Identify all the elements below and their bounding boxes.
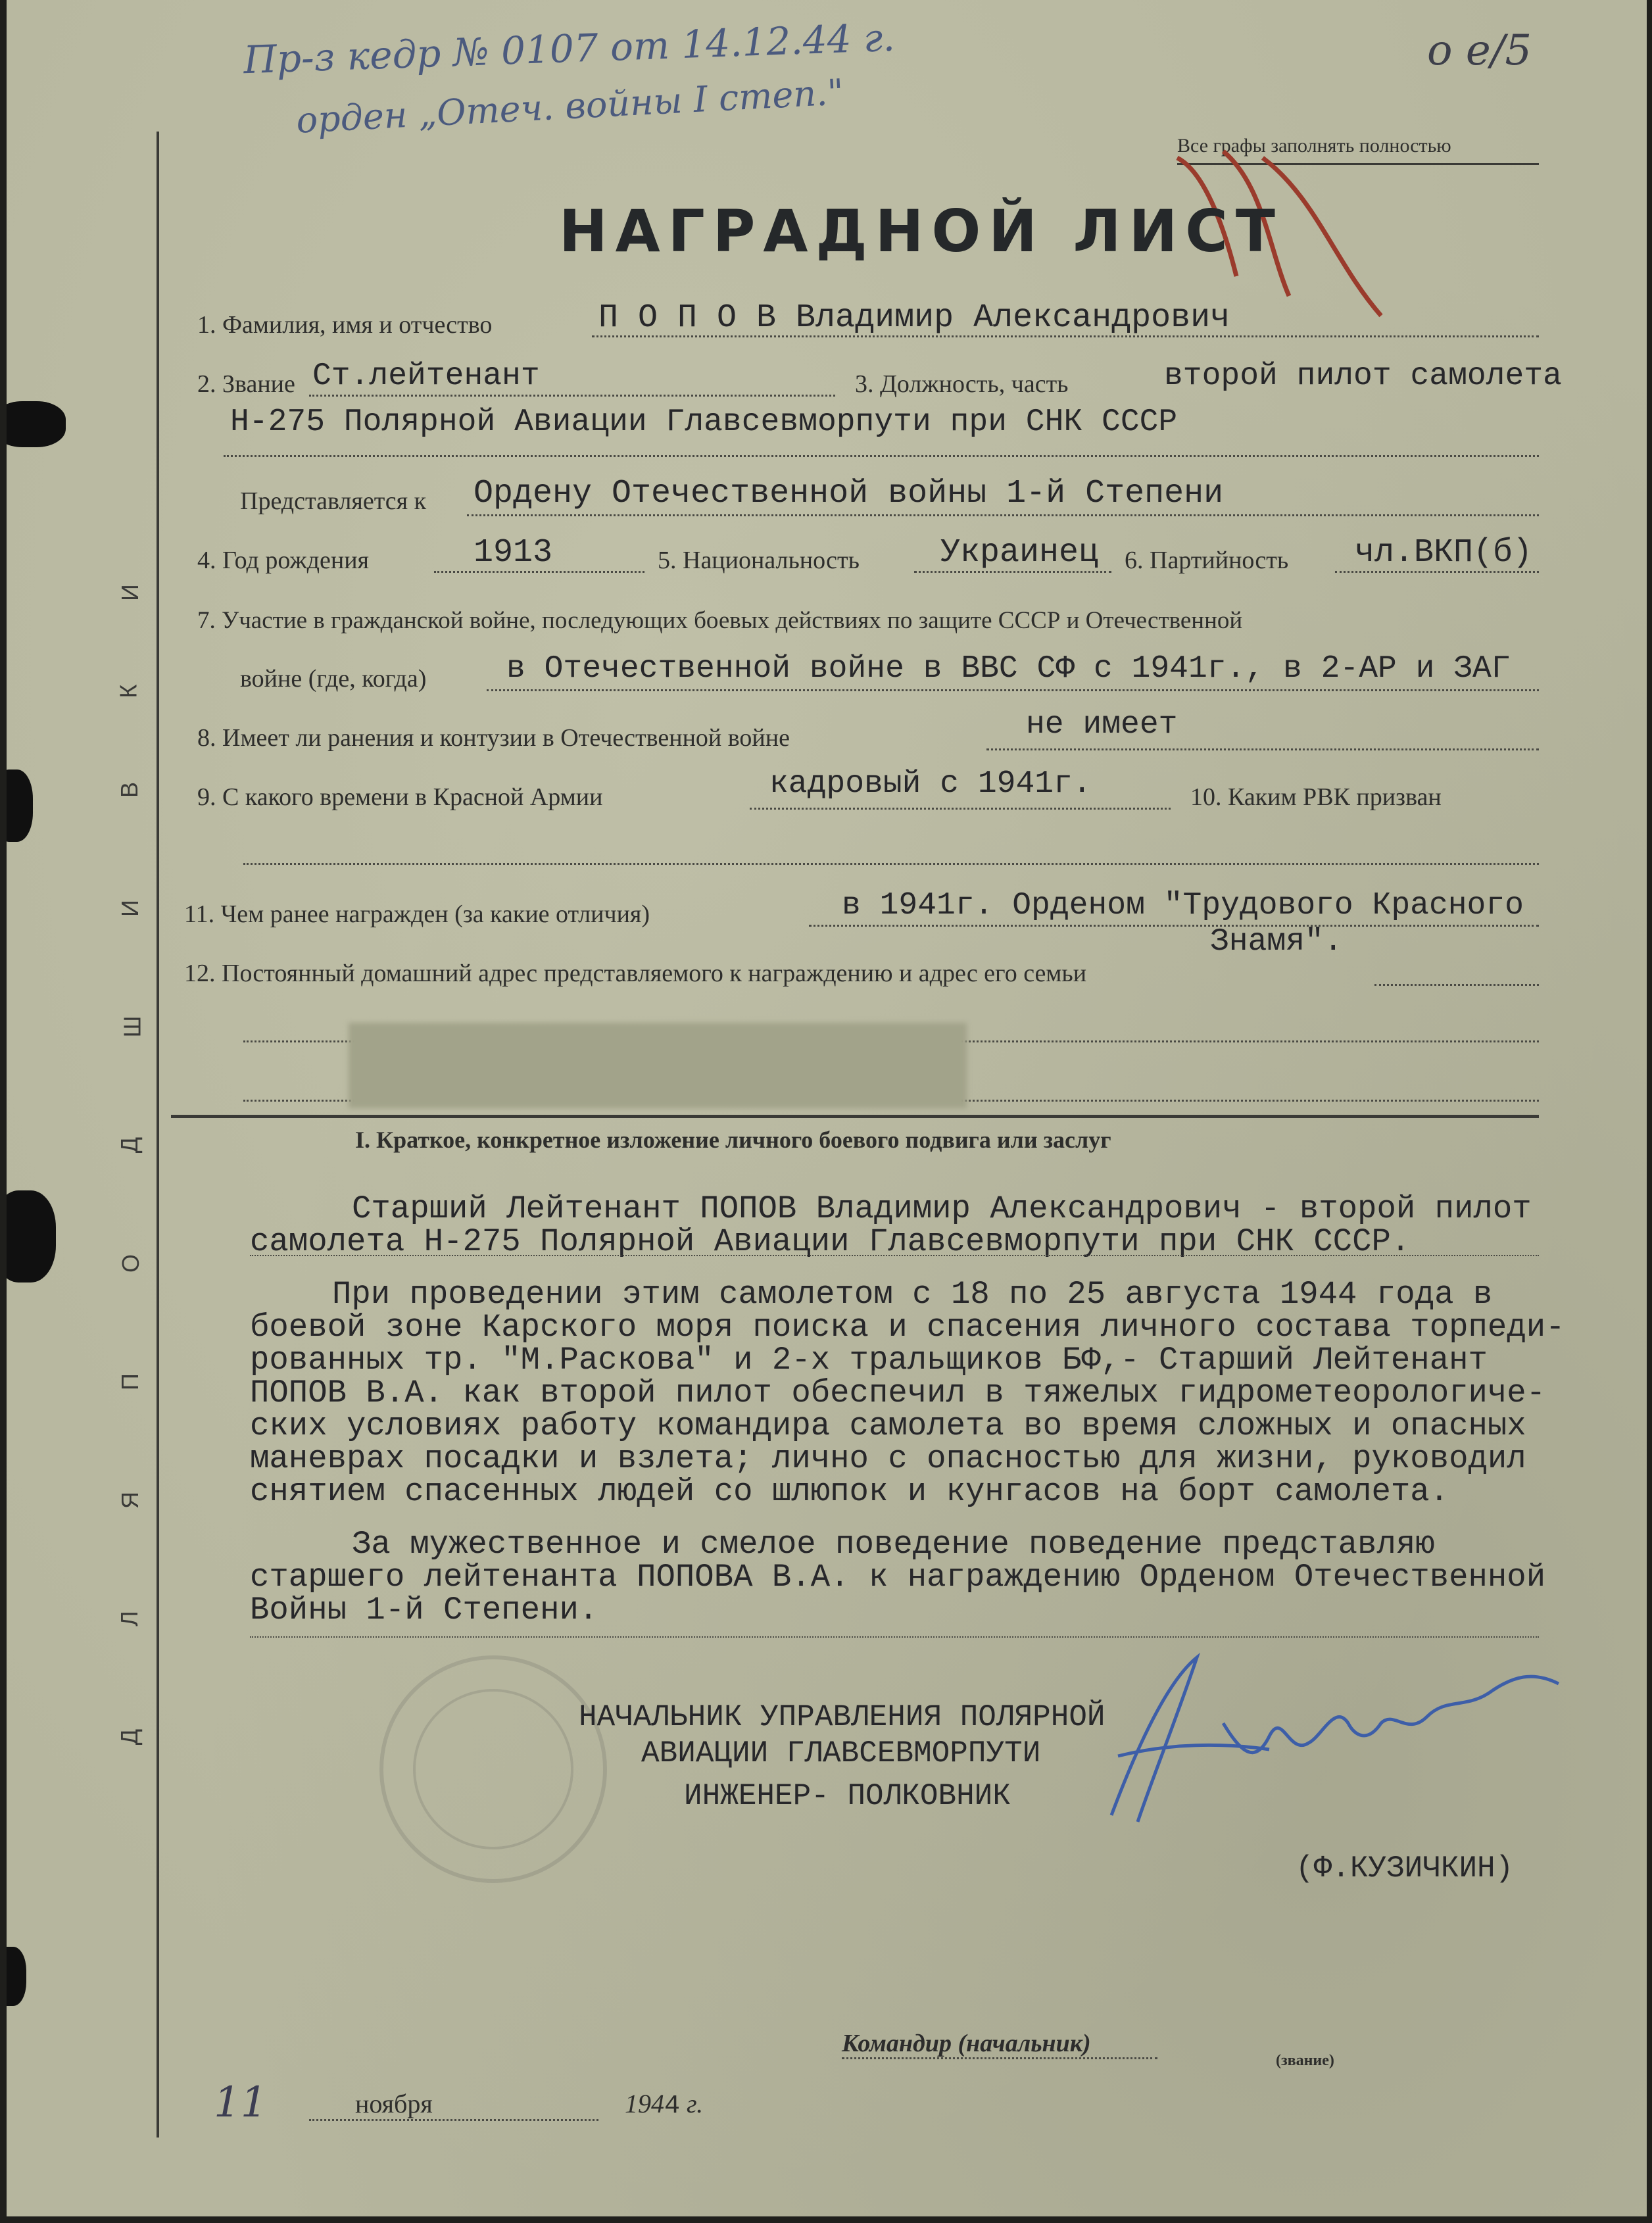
field-4-value: 1913	[474, 534, 553, 572]
field-3-value: второй пилот самолета	[1164, 358, 1562, 394]
merit-line: Старший Лейтенант ПОПОВ Владимир Александрович - второй пилот	[352, 1190, 1532, 1227]
stub-border	[157, 132, 159, 2138]
stub-letter: И	[116, 584, 143, 601]
field-10-line	[243, 863, 1539, 865]
field-6-value: чл.ВКП(б)	[1355, 534, 1533, 572]
ruled-line	[250, 1636, 1539, 1638]
merit-line: ПОПОВ В.А. как второй пилот обеспечил в тяжелых гидрометеорологиче-	[250, 1375, 1546, 1411]
merit-line: ских условиях работу командира самолета во время сложных и опасных	[250, 1407, 1526, 1444]
annotation-order-name: орден „Отеч. войны I степ."	[295, 71, 845, 141]
field-12-line	[1374, 984, 1539, 986]
stub-letter: Д	[116, 1136, 143, 1154]
merit-line: маневрах посадки и взлета; лично с опасностью для жизни, руководил	[250, 1440, 1526, 1477]
official-stamp	[375, 1651, 612, 1888]
field-11-label: 11. Чем ранее награжден (за какие отличия)	[184, 900, 650, 928]
field-4-label: 4. Год рождения	[197, 547, 370, 574]
stub-letter: В	[116, 781, 143, 798]
merit-line: За мужественное и смелое поведение поведение представляю	[352, 1526, 1435, 1563]
field-8-label: 8. Имеет ли ранения и контузии в Отечественной войне	[197, 724, 790, 752]
date-year-digit: 4	[664, 2091, 681, 2121]
award-sheet	[7, 0, 1647, 2216]
field-3-label: 3. Должность, часть	[855, 370, 1069, 398]
signatory-title-1: НАЧАЛЬНИК УПРАВЛЕНИЯ ПОЛЯРНОЙ	[579, 1700, 1105, 1734]
field-2-line	[309, 395, 835, 397]
field-5-label: 5. Национальность	[658, 547, 860, 574]
merit-line: самолета Н-275 Полярной Авиации Главсевморпути при СНК СССР.	[250, 1223, 1411, 1260]
stub-letter: Ш	[118, 1015, 146, 1038]
field-7-label: 7. Участие в гражданской войне, последующих боевых действиях по защите СССР и Отечественной	[197, 607, 1243, 634]
signatory-rank: ИНЖЕНЕР- ПОЛКОВНИК	[684, 1779, 1011, 1813]
field-9-label: 9. С какого времени в Красной Армии	[197, 783, 603, 811]
nomination-label: Представляется к	[240, 487, 427, 515]
nomination-value: Ордену Отечественной войны 1-й Степени	[474, 475, 1224, 512]
commander-line	[842, 2057, 1157, 2059]
date-day: 11	[214, 2078, 268, 2127]
binding-hole	[7, 1190, 56, 1282]
field-2-value: Ст.лейтенант	[312, 358, 540, 394]
field-11-value: в 1941г. Орденом "Трудового Красного	[842, 888, 1524, 923]
field-11-value-cont: Знамя".	[1210, 924, 1343, 960]
field-2-label: 2. Звание	[197, 370, 295, 398]
merit-line: Войны 1-й Степени.	[250, 1592, 598, 1628]
nomination-line	[467, 514, 1539, 516]
field-3-line	[224, 455, 1539, 457]
section-heading: I. Краткое, конкретное изложение личного боевого подвига или заслуг	[355, 1127, 1111, 1153]
field-6-label: 6. Партийность	[1125, 547, 1289, 574]
signature	[1072, 1644, 1572, 1842]
binding-hole	[7, 1947, 26, 2006]
document-title: НАГРАДНОЙ ЛИСТ	[559, 197, 1283, 265]
merit-line: снятием спасенных людей со шлюпок и кунгасов на борт самолета.	[250, 1473, 1449, 1510]
field-11-line	[809, 925, 1539, 927]
address-redaction	[349, 1023, 967, 1108]
field-1-value: П О П О В Владимир Александрович	[598, 299, 1230, 337]
stub-letter: Д	[116, 1728, 143, 1746]
field-8-line	[986, 748, 1539, 750]
annotation-order-ref: Пр-з кедр № 0107 от 14.12.44 г.	[243, 14, 896, 83]
field-12-label: 12. Постоянный домашний адрес представляемого к награждению и адрес его семьи	[184, 960, 1087, 987]
annotation-top-right: о е/5	[1427, 26, 1532, 75]
field-3-value-cont: Н-275 Полярной Авиации Главсевморпути при СНК СССР	[230, 404, 1178, 440]
field-1-label: 1. Фамилия, имя и отчество	[197, 311, 493, 339]
date-year-prefix: 194	[625, 2089, 664, 2118]
stub-letter: П	[116, 1373, 143, 1390]
field-10-label: 10. Каким РВК призван	[1190, 783, 1442, 811]
field-8-value: не имеет	[1026, 707, 1178, 743]
merit-line: При проведении этим самолетом с 18 по 25 августа 1944 года в	[332, 1276, 1493, 1313]
date-month: ноября	[355, 2089, 433, 2118]
stub-letter: О	[117, 1254, 145, 1273]
header-note: Все графы заполнять полностью	[1177, 135, 1451, 157]
signatory-title-2: АВИАЦИИ ГЛАВСЕВМОРПУТИ	[641, 1736, 1041, 1771]
stub-letter: И	[116, 900, 143, 917]
binding-hole	[7, 770, 33, 842]
commander-label: Командир (начальник)	[842, 2030, 1091, 2057]
stub-letter: К	[114, 684, 142, 698]
ruled-line	[250, 1255, 1539, 1256]
field-7-label-cont: войне (где, когда)	[240, 665, 427, 693]
field-9-value: кадровый с 1941г.	[769, 766, 1092, 802]
detachment-stub	[114, 579, 148, 1802]
date-suffix: г.	[687, 2089, 704, 2118]
merit-line: старшего лейтенанта ПОПОВА В.А. к награждению Орденом Отечественной	[250, 1559, 1546, 1596]
signatory-name: (Ф.КУЗИЧКИН)	[1296, 1851, 1514, 1886]
section-divider	[171, 1115, 1539, 1118]
field-7-line	[487, 689, 1539, 691]
rank-label: (звание)	[1276, 2052, 1334, 2069]
merit-line: боевой зоне Карского моря поиска и спасения личного состава торпеди-	[250, 1309, 1565, 1346]
stub-letter: Я	[116, 1492, 143, 1509]
date-year	[625, 2088, 703, 2121]
stub-letter: Л	[115, 1611, 143, 1626]
date-line	[309, 2119, 598, 2121]
field-7-value: в Отечественной войне в ВВС СФ с 1941г., в 2-АР и ЗАГ	[506, 651, 1511, 687]
merit-line: рованных тр. "М.Раскова" и 2-х тральщиков БФ,- Старший Лейтенант	[250, 1342, 1488, 1379]
binding-hole	[7, 401, 66, 447]
field-5-value: Украинец	[940, 534, 1099, 572]
field-9-line	[750, 808, 1171, 810]
